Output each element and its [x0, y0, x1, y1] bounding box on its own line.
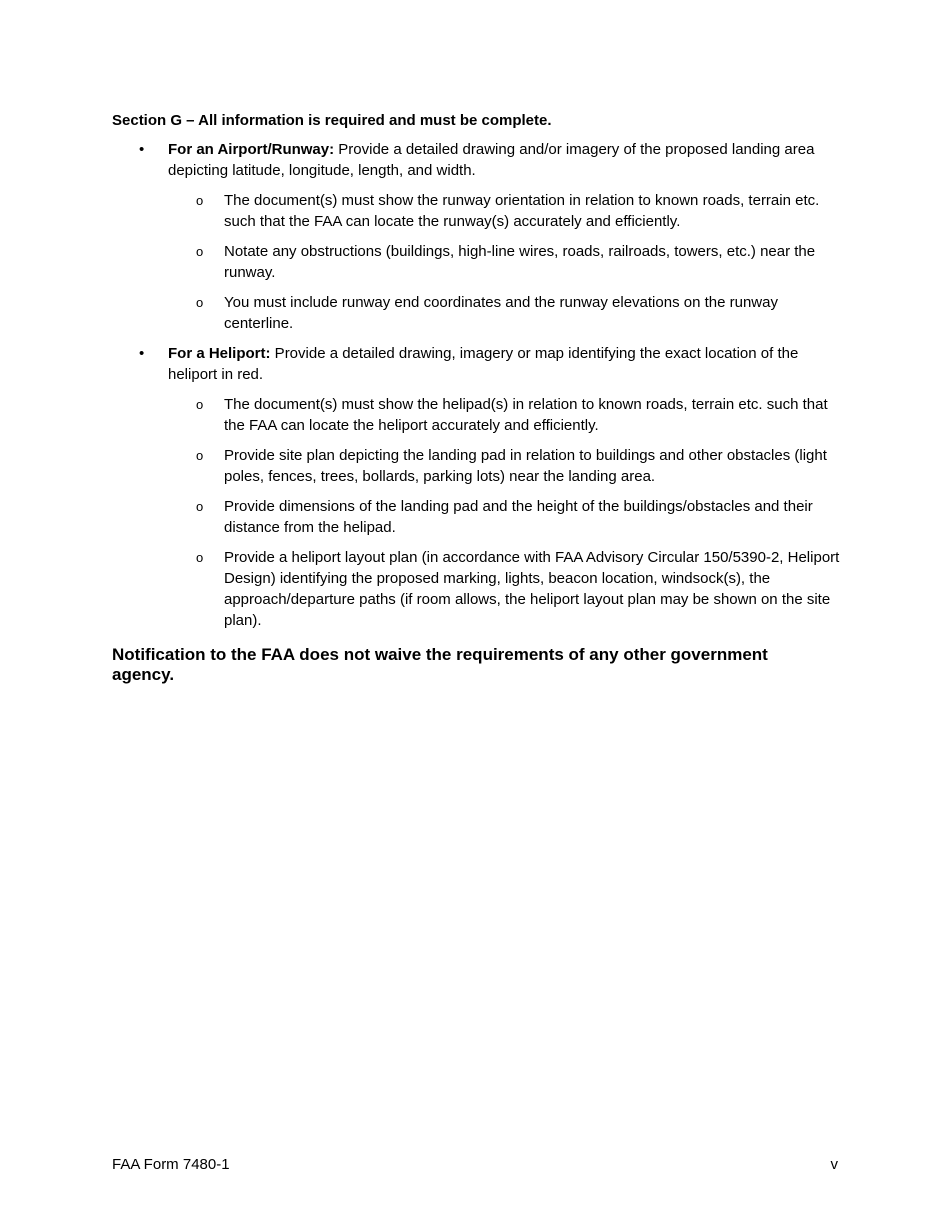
sub-marker: o — [196, 193, 204, 208]
list-item-text: The document(s) must show the helipad(s) in relation to known roads, terrain etc. such that the FAA can locate the heliport accurately and efficiently. — [224, 396, 828, 434]
list-item-text: Provide dimensions of the landing pad and the height of the buildings/obstacles and their distance from the helipad. — [224, 498, 813, 536]
list-item — [112, 547, 842, 631]
section-heading: Section G – All information is required and must be complete. — [112, 112, 552, 129]
footer-page-number: v — [830, 1156, 838, 1173]
sub-marker: o — [196, 499, 204, 514]
list-item — [112, 445, 842, 487]
page-footer — [112, 1155, 838, 1175]
list-item — [112, 496, 842, 538]
list-item — [112, 292, 842, 334]
bullet-airport-runway — [112, 139, 842, 334]
list-item-text: Provide site plan depicting the landing pad in relation to buildings and other obstacles (light poles, fences, trees, bollards, parking lots) near the landing area. — [224, 447, 827, 485]
bullet-marker: • — [139, 141, 145, 158]
sub-marker: o — [196, 397, 204, 412]
list-item-text: Notate any obstructions (buildings, high-line wires, roads, railroads, towers, etc.) near the runway. — [224, 243, 816, 281]
subitem-list — [168, 190, 842, 334]
sub-marker: o — [196, 550, 204, 565]
list-item-text: You must include runway end coordinates and the runway elevations on the runway centerline. — [224, 294, 778, 332]
sub-marker: o — [196, 448, 204, 463]
list-item — [112, 394, 842, 436]
list-item-text: Provide a heliport layout plan (in accordance with FAA Advisory Circular 150/5390-2, Heliport Design) identifying the proposed marking, lights, beacon location, windsock(s), the approach/departure paths (if room allows, the heliport layout plan may be shown on the site plan). — [224, 549, 840, 629]
list-item — [112, 190, 842, 232]
sub-marker: o — [196, 244, 204, 259]
bullet-heliport — [112, 343, 842, 631]
list-item — [112, 241, 842, 283]
bullet-marker: • — [139, 345, 145, 362]
list-item-text: The document(s) must show the runway orientation in relation to known roads, terrain etc. such that the FAA can locate the runway(s) accurately and efficiently. — [224, 192, 820, 230]
subitem-list — [168, 394, 842, 631]
bullet-lead: For an Airport/Runway: — [168, 141, 335, 158]
footer-form-name: FAA Form 7480-1 — [112, 1156, 230, 1173]
bullet-lead: For a Heliport: — [168, 345, 271, 362]
sub-marker: o — [196, 295, 204, 310]
notice-text: Notification to the FAA does not waive the requirements of any other government agency. — [112, 645, 768, 684]
page-content — [112, 110, 842, 685]
bullet-text: Provide a detailed drawing, imagery or map identifying the exact location of the heliport in red. — [168, 345, 799, 383]
bullet-text: Provide a detailed drawing and/or imagery of the proposed landing area depicting latitude, longitude, length, and width. — [168, 141, 815, 179]
